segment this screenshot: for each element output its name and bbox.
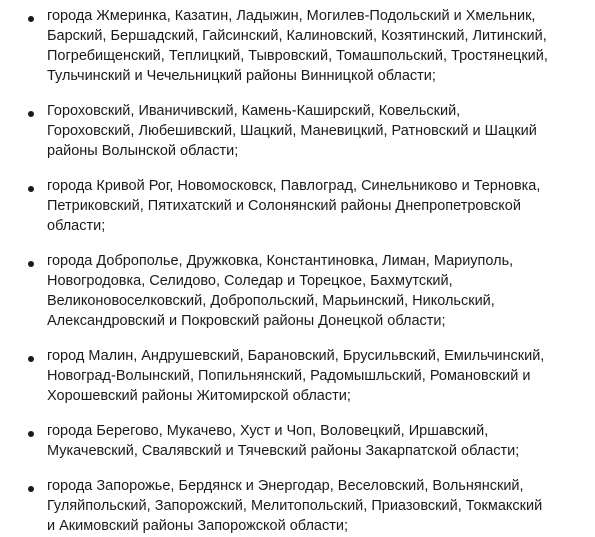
list-item-line: Петриковский, Пятихатский и Солонянский районы Днепропетровской	[47, 198, 521, 214]
list-item-line: Великоновоселковский, Добропольский, Марьинский, Никольский,	[47, 293, 495, 309]
list-item-line: города Кривой Рог, Новомосковск, Павлоград, Синельниково и Терновка,	[47, 178, 541, 194]
list-item-line: области;	[47, 218, 106, 234]
list-item-line: города Жмеринка, Казатин, Ладыжин, Могилев-Подольский и Хмельник,	[47, 8, 536, 24]
bullet-dot-icon	[28, 16, 34, 22]
list-item-line: Тульчинский и Чечельницкий районы Винницкой области;	[47, 68, 436, 84]
list-item-line: Александровский и Покровский районы Донецкой области;	[47, 313, 446, 329]
bullet-dot-icon	[28, 486, 34, 492]
bullet-dot-icon	[28, 186, 34, 192]
list-item-line: Гуляйпольский, Запорожский, Мелитопольский, Приазовский, Токмакский	[47, 498, 543, 514]
bullet-dot-icon	[28, 356, 34, 362]
list-item-line: город Малин, Андрушевский, Барановский, Брусильвский, Емильчинский,	[47, 348, 545, 364]
bullet-dot-icon	[28, 111, 34, 117]
list-item-line: Гороховский, Любешивский, Шацкий, Маневицкий, Ратновский и Шацкий	[47, 123, 537, 139]
list-item-line: Новогродовка, Селидово, Соледар и Торецкое, Бахмутский,	[47, 273, 453, 289]
list-item-line: Мукачевский, Свалявский и Тячевский районы Закарпатской области;	[47, 443, 520, 459]
list-item-line: Погребищенский, Теплицкий, Тывровский, Томашпольский, Тростянецкий,	[47, 48, 548, 64]
list-item-line: Барский, Бершадский, Гайсинский, Калиновский, Козятинский, Литинский,	[47, 28, 547, 44]
list-item-line: Хорошевский районы Житомирской области;	[47, 388, 351, 404]
list-item-line: города Берегово, Мукачево, Хуст и Чоп, Воловецкий, Иршавский,	[47, 423, 489, 439]
bullet-dot-icon	[28, 431, 34, 437]
list-item-line: Гороховский, Иваничивский, Камень-Каширский, Ковельский,	[47, 103, 461, 119]
list-item-line: города Доброполье, Дружковка, Константиновка, Лиман, Мариуполь,	[47, 253, 514, 269]
list-item-line: районы Волынской области;	[47, 143, 239, 159]
list-item-line: города Запорожье, Бердянск и Энергодар, Веселовский, Вольнянский,	[47, 478, 524, 494]
list-item-line: и Акимовский районы Запорожской области;	[47, 518, 349, 534]
bullet-dot-icon	[28, 261, 34, 267]
list-item-line: Новоград-Волынский, Попильнянский, Радомышльский, Романовский и	[47, 368, 531, 384]
